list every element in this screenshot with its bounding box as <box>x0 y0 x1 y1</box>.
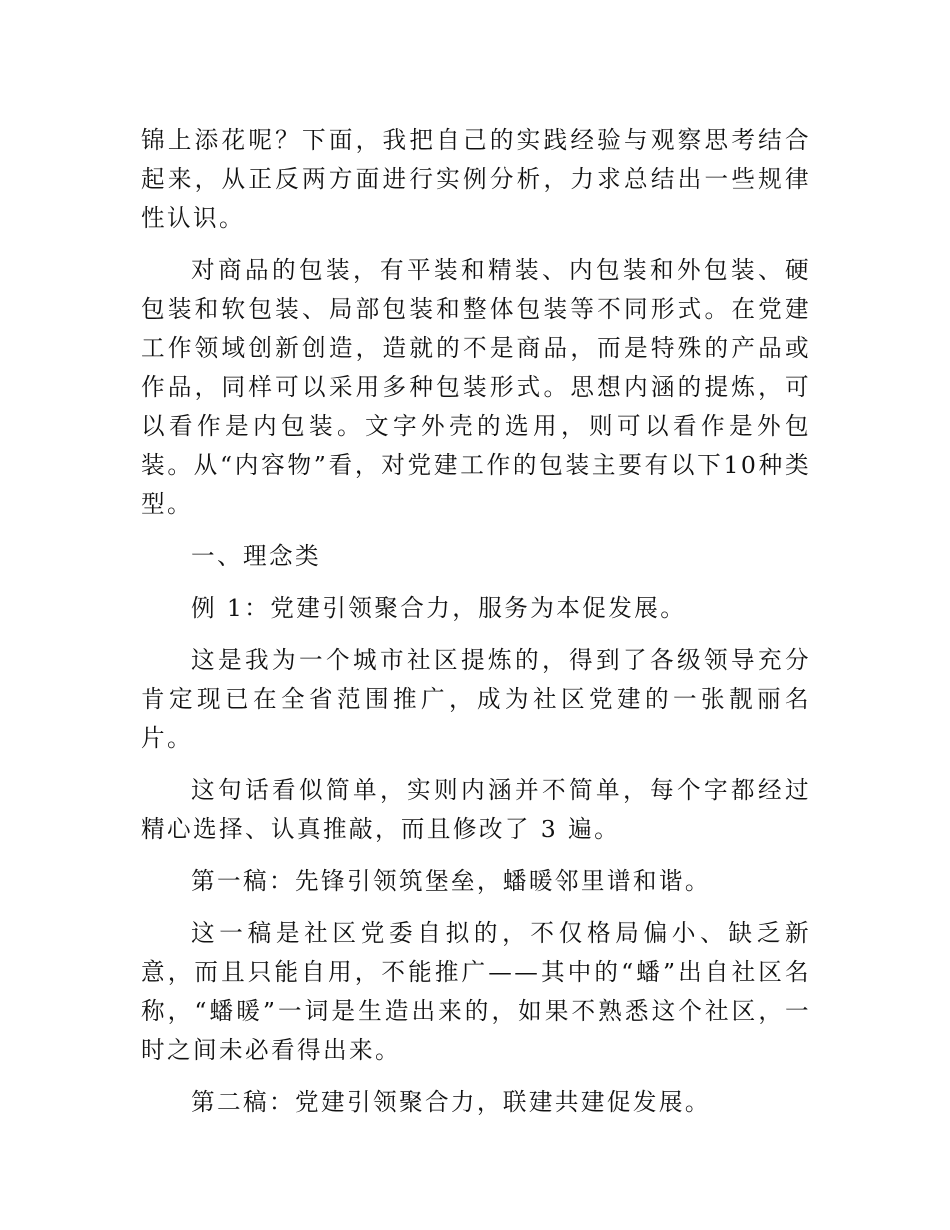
paragraph-continuation: 锦上添花呢？下面，我把自己的实践经验与观察思考结合起来，从正反两方面进行实例分析，力求总结出一些规律性认识。 <box>141 126 811 232</box>
paragraph-example-revisions: 这句话看似简单，实则内涵并不简单，每个字都经过精心选择、认真推敲，而且修改了 3 遍。 <box>141 776 811 843</box>
example-1: 例 1：党建引领聚合力，服务为本促发展。 <box>191 594 687 622</box>
draft-1: 第一稿：先锋引领筑堡垒，蟠暖邻里谱和谐。 <box>191 867 711 895</box>
draft-2: 第二稿：党建引领聚合力，联建共建促发展。 <box>191 1088 711 1116</box>
paragraph-example-origin: 这是我为一个城市社区提炼的，得到了各级领导充分肯定现已在全省范围推广，成为社区党建的一张靓丽名片。 <box>141 646 811 752</box>
section-heading-concept: 一、理念类 <box>191 542 321 570</box>
paragraph-packaging-types: 对商品的包装，有平装和精装、内包装和外包装、硬包装和软包装、局部包装和整体包装等不同形式。在党建工作领域创新创造，造就的不是商品，而是特殊的产品或作品，同样可以采用多种包装形式。思想内涵的提炼，可以看作是内包装。文字外壳的选用，则可以看作是外包装。从“内容物”看，对党建工作的包装主要有以下10种类型。 <box>141 256 811 518</box>
document-body <box>141 121 811 1135</box>
paragraph-draft-1-critique: 这一稿是社区党委自拟的，不仅格局偏小、缺乏新意，而且只能自用，不能推广——其中的“蟠”出自社区名称，“蟠暖”一词是生造出来的，如果不熟悉这个社区，一时之间未必看得出来。 <box>141 919 811 1064</box>
